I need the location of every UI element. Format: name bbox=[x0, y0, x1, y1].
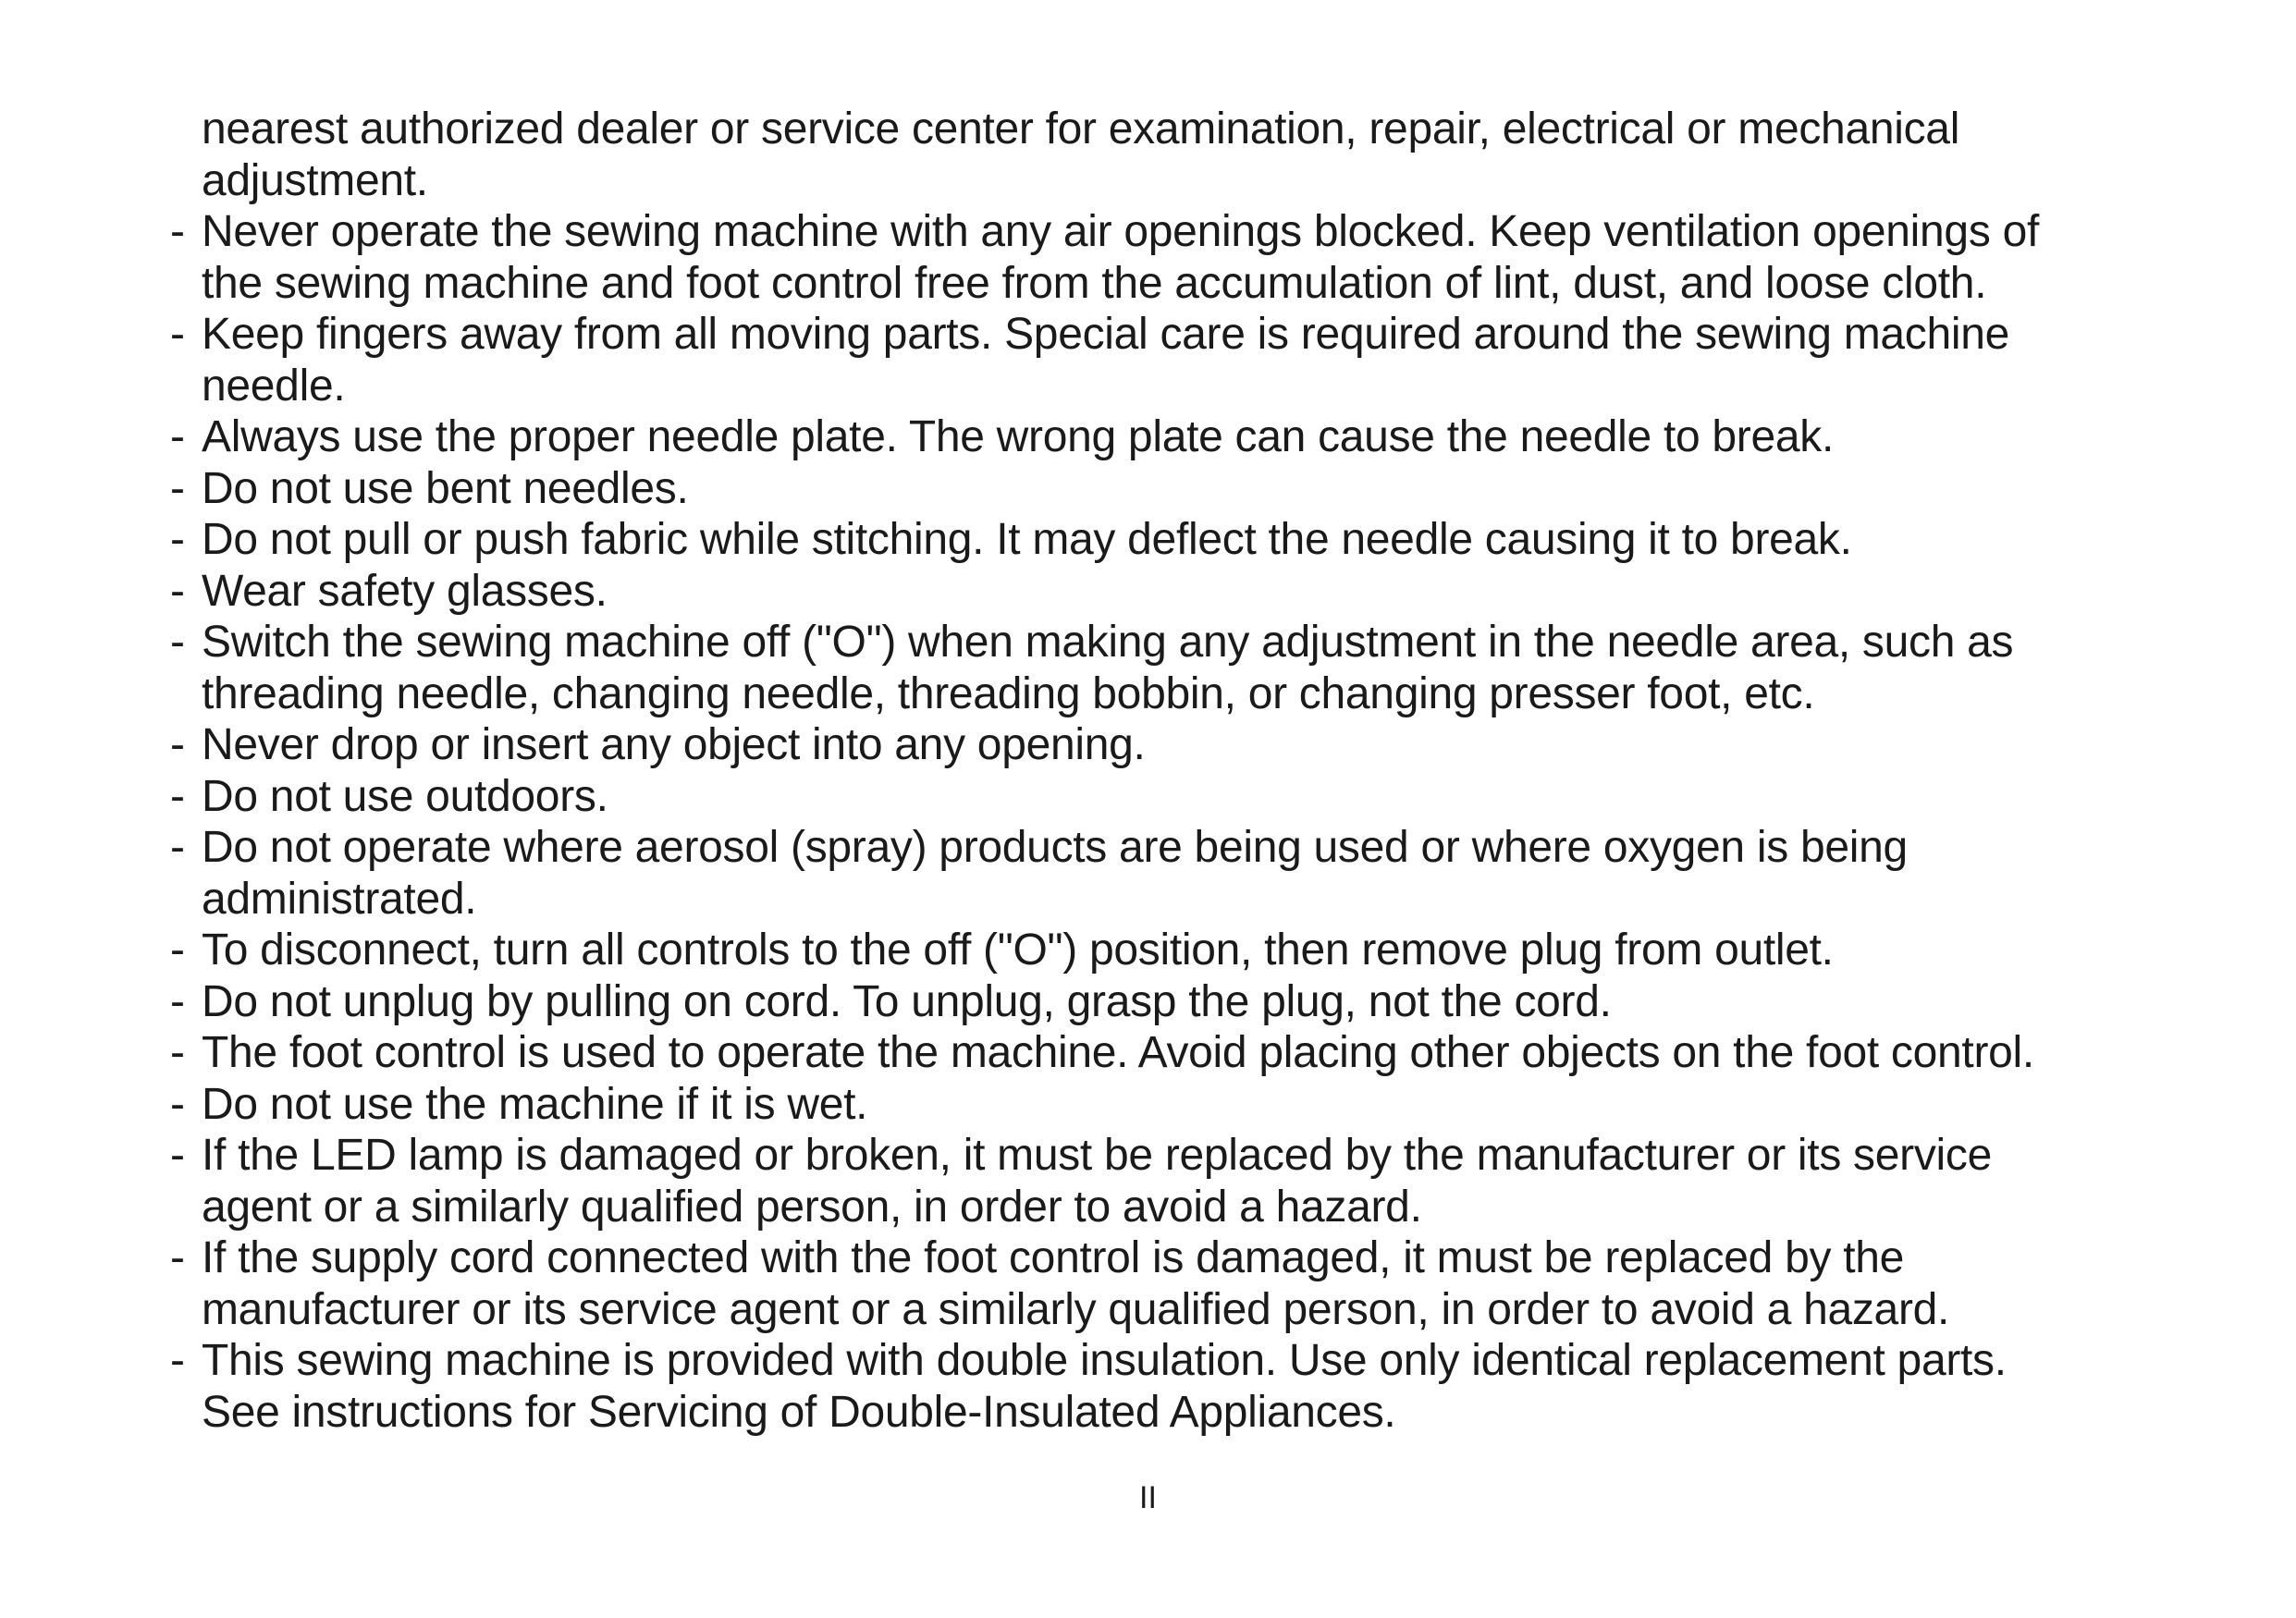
bullet-dash: - bbox=[170, 1336, 185, 1385]
list-item bbox=[170, 1079, 2167, 1131]
list-item bbox=[170, 1232, 2167, 1335]
text-line bbox=[170, 719, 2167, 771]
line-text: needle. bbox=[202, 361, 346, 411]
list-item bbox=[170, 1027, 2167, 1079]
text-line bbox=[170, 1335, 2167, 1387]
list-item bbox=[170, 566, 2167, 618]
bullet-dash: - bbox=[170, 515, 185, 564]
bullet-dash: - bbox=[170, 1131, 185, 1180]
line-text: The foot control is used to operate the machine. Avoid placing other objects on the foot control. bbox=[202, 1028, 2034, 1077]
list-item bbox=[170, 463, 2167, 515]
line-text: agent or a similarly qualified person, in order to avoid a hazard. bbox=[202, 1182, 1422, 1232]
list-item bbox=[170, 206, 2167, 309]
text-line bbox=[170, 976, 2167, 1028]
text-line bbox=[170, 155, 2167, 207]
list-item bbox=[170, 976, 2167, 1028]
text-line bbox=[170, 1232, 2167, 1284]
text-line bbox=[170, 1387, 2167, 1439]
line-text: Never drop or insert any object into any opening. bbox=[202, 720, 1146, 769]
bullet-dash: - bbox=[170, 1079, 185, 1129]
bullet-dash: - bbox=[170, 310, 185, 359]
bullet-dash: - bbox=[170, 1028, 185, 1077]
text-line bbox=[170, 1284, 2167, 1336]
text-line bbox=[170, 668, 2167, 720]
text-line bbox=[170, 822, 2167, 874]
text-line bbox=[170, 617, 2167, 668]
line-text: Never operate the sewing machine with any air openings blocked. Keep ventilation openings of bbox=[202, 207, 2039, 256]
page-number: II bbox=[1139, 1480, 1157, 1515]
bullet-list bbox=[170, 206, 2167, 1438]
line-text: See instructions for Servicing of Double-Insulated Appliances. bbox=[202, 1387, 1396, 1437]
text-line bbox=[170, 361, 2167, 412]
line-text: Do not unplug by pulling on cord. To unplug, grasp the plug, not the cord. bbox=[202, 976, 1612, 1026]
line-text: If the LED lamp is damaged or broken, it must be replaced by the manufacturer or its service bbox=[202, 1131, 1992, 1180]
line-text: the sewing machine and foot control free from the accumulation of lint, dust, and loose cloth. bbox=[202, 258, 1987, 308]
safety-instructions-text bbox=[170, 104, 2167, 1438]
text-line bbox=[170, 104, 2167, 155]
text-line bbox=[170, 1079, 2167, 1131]
text-line bbox=[170, 874, 2167, 925]
text-line bbox=[170, 1130, 2167, 1182]
line-text: adjustment. bbox=[202, 155, 428, 205]
list-item bbox=[170, 925, 2167, 976]
line-text: manufacturer or its service agent or a similarly qualified person, in order to avoid a hazard. bbox=[202, 1284, 1950, 1334]
line-text: To disconnect, turn all controls to the off ("O") position, then remove plug from outlet. bbox=[202, 925, 1834, 974]
bullet-dash: - bbox=[170, 925, 185, 974]
line-text: Do not use outdoors. bbox=[202, 771, 608, 821]
line-text: Always use the proper needle plate. The wrong plate can cause the needle to break. bbox=[202, 412, 1835, 461]
bullet-dash: - bbox=[170, 771, 185, 821]
line-text: Do not use the machine if it is wet. bbox=[202, 1079, 868, 1129]
list-item bbox=[170, 617, 2167, 719]
line-text: Do not operate where aerosol (spray) products are being used or where oxygen is being bbox=[202, 823, 1908, 872]
list-item bbox=[170, 822, 2167, 925]
text-line bbox=[170, 463, 2167, 515]
text-line bbox=[170, 771, 2167, 823]
bullet-dash: - bbox=[170, 207, 185, 256]
text-line bbox=[170, 206, 2167, 258]
continuation-paragraph bbox=[170, 104, 2167, 206]
text-line bbox=[170, 566, 2167, 618]
line-text: If the supply cord connected with the foot control is damaged, it must be replaced by the bbox=[202, 1233, 1905, 1282]
line-text: threading needle, changing needle, threading bobbin, or changing presser foot, etc. bbox=[202, 668, 1815, 718]
text-line bbox=[170, 309, 2167, 361]
bullet-dash: - bbox=[170, 566, 185, 616]
bullet-dash: - bbox=[170, 720, 185, 769]
line-text: Wear safety glasses. bbox=[202, 566, 608, 616]
line-text: Keep fingers away from all moving parts. Special care is required around the sewing machine bbox=[202, 310, 2010, 359]
list-item bbox=[170, 411, 2167, 463]
line-text: nearest authorized dealer or service center for examination, repair, electrical or mechanical bbox=[202, 104, 1960, 153]
list-item bbox=[170, 1335, 2167, 1438]
list-item bbox=[170, 1130, 2167, 1232]
line-text: Do not use bent needles. bbox=[202, 463, 689, 513]
line-text: Switch the sewing machine off ("O") when making any adjustment in the needle area, such as bbox=[202, 618, 2014, 667]
list-item bbox=[170, 771, 2167, 823]
bullet-dash: - bbox=[170, 976, 185, 1026]
list-item bbox=[170, 309, 2167, 411]
bullet-dash: - bbox=[170, 1233, 185, 1282]
line-text: This sewing machine is provided with double insulation. Use only identical replacement parts. bbox=[202, 1336, 2007, 1385]
bullet-dash: - bbox=[170, 618, 185, 667]
list-item bbox=[170, 719, 2167, 771]
text-line bbox=[170, 514, 2167, 566]
text-line bbox=[170, 258, 2167, 310]
bullet-dash: - bbox=[170, 463, 185, 513]
text-line bbox=[170, 1027, 2167, 1079]
text-line bbox=[170, 411, 2167, 463]
bullet-dash: - bbox=[170, 823, 185, 872]
list-item bbox=[170, 514, 2167, 566]
text-line bbox=[170, 1182, 2167, 1233]
line-text: administrated. bbox=[202, 874, 477, 924]
line-text: Do not pull or push fabric while stitching. It may deflect the needle causing it to break. bbox=[202, 515, 1852, 564]
bullet-dash: - bbox=[170, 412, 185, 461]
text-line bbox=[170, 925, 2167, 976]
